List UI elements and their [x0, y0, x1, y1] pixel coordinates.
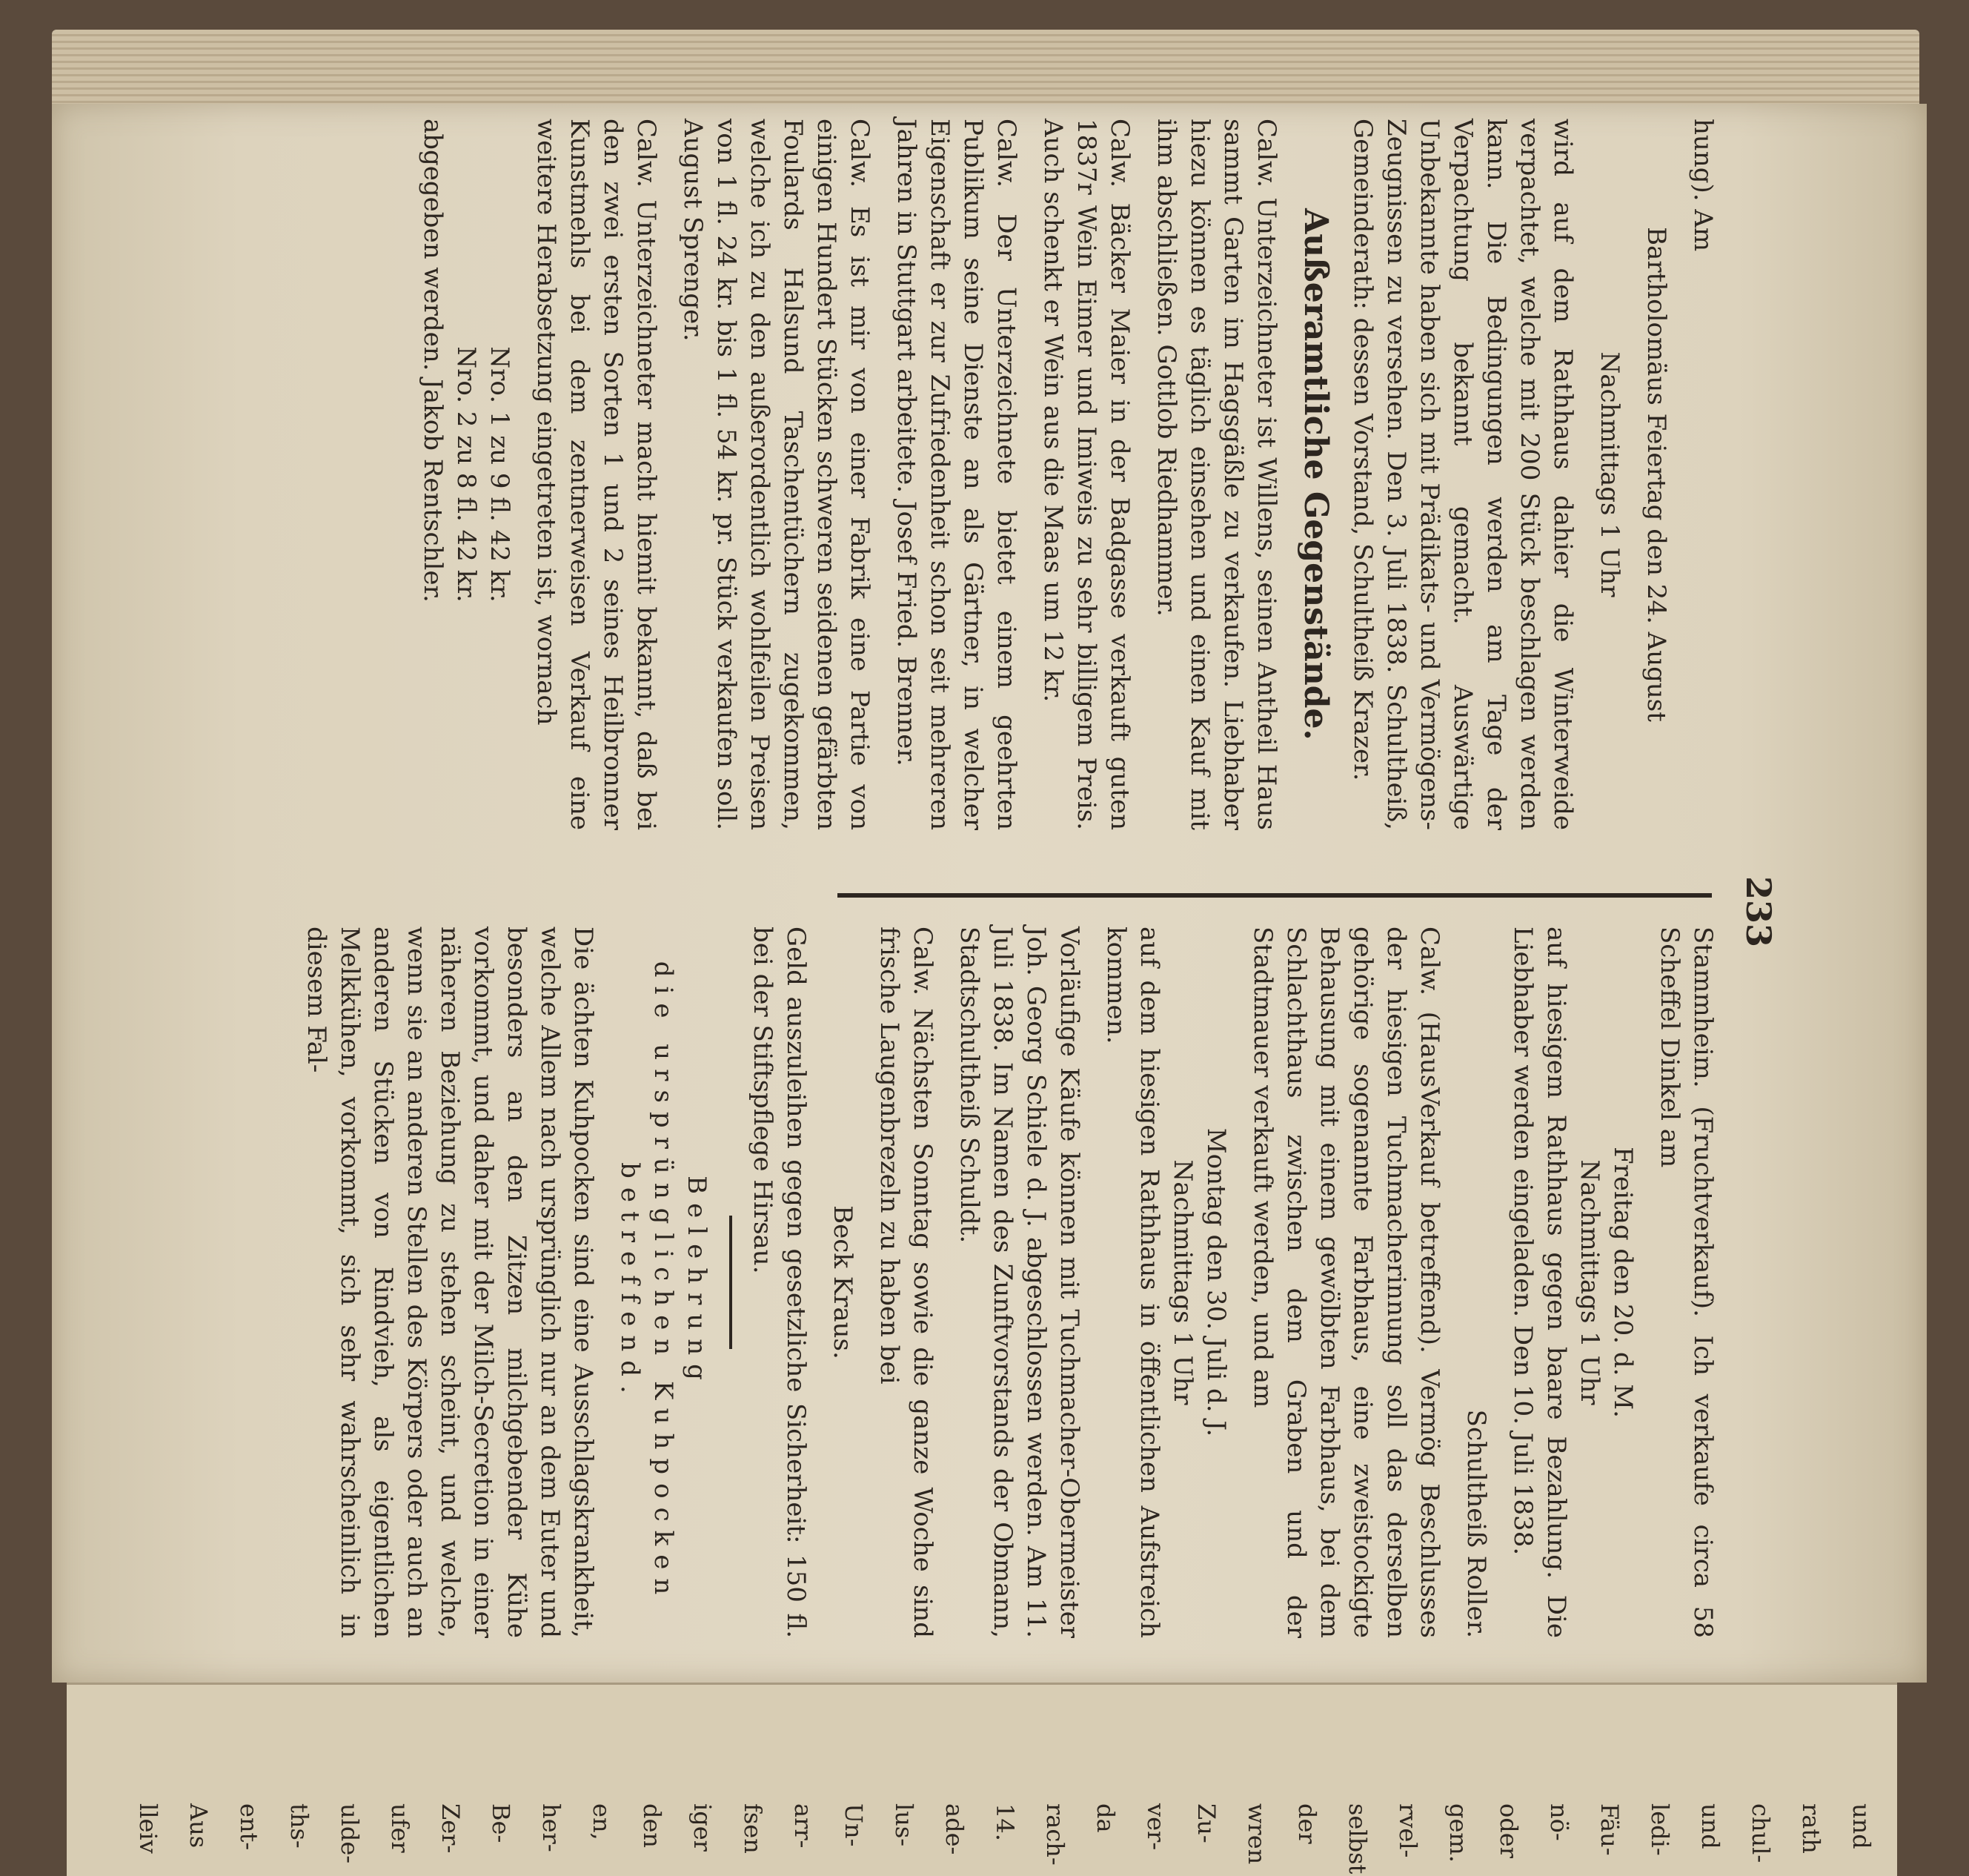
notice-paragraph: Calw. (HausVerkauf betreffend). Vermög Beschlusses der hiesigen Tuchmacherinnung soll das derselben gehörige sogenannte Farbhaus, eine zweistockigte Behausung mit einem gewölbten Farbhaus, bei dem Schlachthaus zwischen dem Graben und der Stadtmauer verkauft werden, und am: [1248, 927, 1444, 1638]
closing-line: abgegeben werden. Jakob Rentschler.: [418, 119, 448, 603]
next-page-fragment: Un-: [840, 1803, 868, 1847]
price-line: Nro. 2 zu 8 fl. 42 kr.: [451, 346, 481, 603]
next-page-fragment: rath: [1797, 1803, 1825, 1854]
notice-paragraph: auf dem hiesigen Rathhaus in öffentlichen Aufstreich kommen.: [1101, 927, 1164, 1638]
next-page-fragment: der: [1293, 1803, 1321, 1844]
next-page-fragment: ver-: [1142, 1803, 1170, 1851]
next-page-fragment: her-: [537, 1803, 565, 1852]
intro-line: hung). Am: [1688, 119, 1718, 252]
next-page-fragment: rvel-: [1394, 1803, 1422, 1858]
next-page-fragment: Zu-: [1192, 1803, 1221, 1843]
notice-line: Nachmittags 1 Uhr: [1575, 1159, 1604, 1405]
intro-line: Nachmittags 1 Uhr: [1595, 351, 1624, 597]
next-page-fragment: 14.: [991, 1803, 1019, 1841]
notice-line: Freitag den 20. d. M.: [1608, 1147, 1638, 1418]
notice-paragraph: Calw. Unterzeichneter ist Willens, seinen Antheil Haus sammt Garten im Hagsgäßle zu verkaufen. Liebhaber hiezu können es täglich einsehen und einen Kauf mit ihm abschließen. Gottlob Riedhammer.: [1152, 119, 1281, 830]
notice-paragraph: Calw. Der Unterzeichnete bietet einem geehrten Publikum seine Dienste an als Gärtner, in welcher Eigenschaft er zur Zufriedenheit schon seit mehreren Jahren in Stuttgart arbeitete. Josef Fried. Brenner.: [891, 119, 1021, 830]
next-page-fragment: Be-: [487, 1803, 515, 1843]
next-page-fragment: ths-: [285, 1803, 313, 1849]
next-page-fragment: lleiv: [134, 1803, 162, 1854]
rotated-page-content: [259, 119, 1779, 1660]
notice-paragraph: auf hiesigem Rathhaus gegen baare Bezahlung. Die Liebhaber werden eingeladen. Den 10. Juli 1838.: [1508, 927, 1571, 1638]
next-page-fragment: oder: [1495, 1803, 1523, 1858]
column-divider: [837, 893, 1712, 898]
notice-paragraph: Vorläufige Käufe können mit Tuchmacher-Obermeister Joh. Georg Schiele d. J. abgeschlossen werden. Am 11. Juli 1838. Im Namen des Zunftvorstands der Obmann, Stadtschultheiß Schuldt.: [954, 927, 1084, 1638]
next-page-fragment: selbst: [1344, 1803, 1372, 1875]
next-page-fragment: ent-: [235, 1803, 263, 1851]
next-page-fragment: den: [638, 1803, 666, 1849]
next-page-fragment: nö-: [1545, 1803, 1573, 1841]
notice-paragraph: Geld auszuleihen gegen gesetzliche Sicherheit: 150 fl. bei der Stiftspflege Hirsau.: [748, 927, 811, 1638]
price-line: Nro. 1 zu 9 fl. 42 kr.: [485, 346, 514, 603]
notice-paragraph: Calw. Bäcker Maier in der Badgasse verkauft guten 1837r Wein Eimer und Imiweis zu sehr billigem Preis. Auch schenkt er Wein aus die Maas um 12 kr.: [1038, 119, 1135, 830]
intro-line: Bartholomäus Feiertag den 24. August: [1641, 227, 1671, 722]
intro-paragraph: wird auf dem Rathhaus dahier die Winterweide verpachtet, welche mit 200 Stück beschlagen werden kann. Die Bedingungen werden am Tage der Verpachtung bekannt gemacht. Auswärtige Unbekannte haben sich mit Prädikats- und Vermögens-Zeugnissen zu versehen. Den 3. Juli 1838. Schultheiß, Gemeinderath: dessen Vorstand, Schultheiß Krazer.: [1348, 119, 1578, 830]
next-page-fragment: iger: [688, 1803, 717, 1852]
article-heading: Belehrung: [682, 1176, 711, 1389]
next-page-fragment: und: [1847, 1803, 1876, 1849]
next-page-fragment: fsen: [739, 1803, 767, 1854]
next-page-fragment: und: [1696, 1803, 1724, 1849]
notice-line: Nachmittags 1 Uhr: [1168, 1159, 1198, 1405]
next-page-fragment: Zer-: [436, 1803, 465, 1854]
notice-paragraph: Calw. Unterzeichneter macht hiemit bekannt, daß bei den zwei ersten Sorten 1 und 2 seines Heilbronner Kunstmehls bei dem zentnerweisen Verkauf eine weitere Herabsetzung eingetreten ist, wornach: [531, 119, 661, 830]
next-page-fragment: ulde-: [336, 1803, 364, 1864]
article-heading: betreffend.: [615, 1162, 645, 1402]
notice-paragraph: Calw. Es ist mir von einer Fabrik eine Partie von einigen Hundert Stücken schweren seidenen gefärbten Foulards Halsund Taschentüchern zugekommen, welche ich zu den außerordentlich wohlfeilen Preisen von 1 fl. 24 kr. bis 1 fl. 54 kr. pr. Stück verkaufen soll. August Sprenger.: [678, 119, 874, 830]
page-number: 233: [1739, 875, 1779, 948]
article-heading: die ursprünglichen Kuhpocken: [648, 961, 678, 1604]
next-page-fragment: rach-: [1041, 1803, 1069, 1866]
left-column: [402, 119, 1719, 830]
divider-rule: [729, 1216, 732, 1349]
section-title: Außeramtliche Gegenstände.: [1297, 208, 1335, 740]
next-page-fragment: Aus: [185, 1803, 213, 1849]
next-page-fragment: Fäu-: [1596, 1803, 1624, 1856]
next-page-fragment: ufer: [386, 1803, 414, 1853]
next-page-fragment: chul-: [1747, 1803, 1775, 1863]
next-page-fragment: lus-: [890, 1803, 918, 1847]
notice-paragraph: Calw. Nächsten Sonntag sowie die ganze Woche sind frische Laugenbrezeln zu haben bei: [874, 927, 937, 1638]
right-column: [286, 927, 1719, 1638]
notice-paragraph: Stammheim. (Fruchtverkauf). Ich verkaufe circa 58 Scheffel Dinkel am: [1655, 927, 1718, 1638]
next-page-fragment: ledi-: [1646, 1803, 1674, 1856]
next-page-fragment: ade-: [940, 1803, 969, 1855]
next-page-edge: [67, 1683, 1897, 1876]
next-page-fragment: gem.: [1444, 1803, 1472, 1863]
notice-line: Montag den 30. Juli d. J.: [1201, 1127, 1231, 1437]
next-page-fragment: wren: [1243, 1803, 1271, 1865]
next-page-fragment: arr-: [789, 1803, 817, 1849]
signature-line: Schultheiß Roller.: [1461, 1409, 1491, 1638]
next-page-fragment: da: [1092, 1803, 1120, 1833]
next-page-fragment: en,: [588, 1803, 616, 1840]
article-body: Die ächten Kuhpocken sind eine Ausschlagskrankheit, welche Allem nach ursprünglich nur an dem Euter und besonders an den Zitzen milchgebender Kühe vorkommt, und daher mit der Milch-Secretion in einer näheren Beziehung zu stehen scheint, und welche, wenn sie an anderen Stellen des Körpers oder auch an anderen Stücken von Rindvieh, als eigentlichen Melkkühen, vorkommt, sich sehr wahrscheinlich in diesem Fal-: [302, 927, 598, 1638]
signature-line: Beck Kraus.: [828, 1205, 857, 1359]
